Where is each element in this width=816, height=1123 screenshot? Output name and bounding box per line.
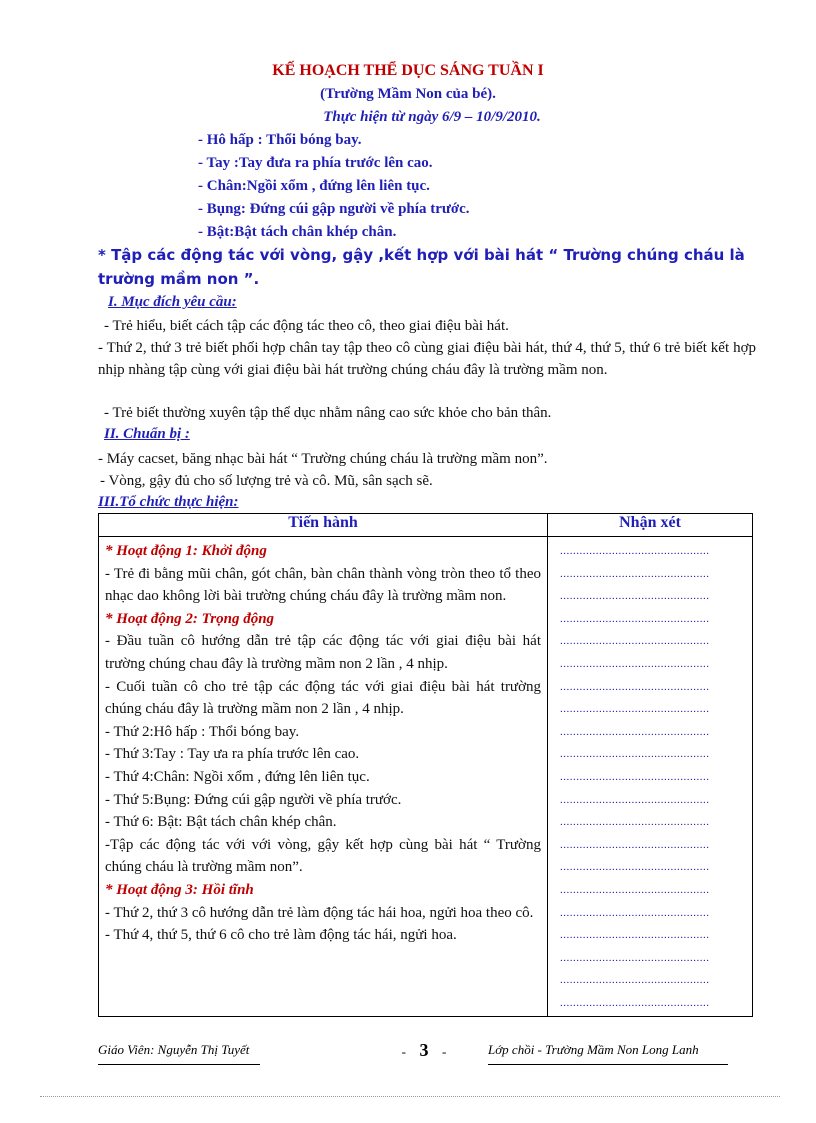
activity-line: - Cuối tuần cô cho trẻ tập các động tác với giai điệu bài hát trường chúng cháu đây là trường mầm non 2 lần , 4 nhịp. [105, 678, 541, 718]
goal-item: - Bụng: Đứng cúi gập người về phía trước. [198, 201, 470, 217]
date-range: Thực hiện từ ngày 6/9 – 10/9/2010. [323, 109, 541, 125]
activity-line: - Thứ 3:Tay : Tay ưa ra phía trước lên cao. [105, 746, 360, 763]
comments-cell [548, 537, 753, 1017]
comment-dotted-line: .............................................. [560, 793, 710, 806]
activity-line: - Thứ 6: Bật: Bật tách chân khép chân. [105, 814, 337, 831]
intro-paragraph: * Tập các động tác với vòng, gậy ,kết hợp với bài hát “ Trường chúng cháu là trường mầm non ”. [98, 246, 745, 288]
comment-dotted-line: .............................................. [560, 635, 710, 648]
comment-dotted-line: .............................................. [560, 725, 710, 738]
comment-dotted-line: .............................................. [560, 703, 710, 716]
goal-item: - Bật:Bật tách chân khép chân. [198, 224, 397, 240]
footer-class-info: Lớp chồi - Trường Mầm Non Long Lanh [488, 1042, 699, 1057]
comment-dotted-line: .............................................. [560, 861, 710, 874]
section-1-item: - Trẻ hiểu, biết cách tập các động tác theo cô, theo giai điệu bài hát. [104, 318, 509, 334]
section-1-item: - Trẻ biết thường xuyên tập thể dục nhằm nâng cao sức khỏe cho bản thân. [104, 405, 552, 421]
column-header-procedure: Tiến hành [99, 514, 548, 537]
comment-dotted-line: .............................................. [560, 906, 710, 919]
comment-dotted-line: .............................................. [560, 816, 710, 829]
page-dash-right: - [442, 1044, 447, 1059]
activity-line: - Thứ 4:Chân: Ngồi xổm , đứng lên liên tục. [105, 768, 370, 785]
section-2-heading: II. Chuẩn bị : [104, 426, 190, 442]
activity-heading: * Hoạt động 1: Khởi động [105, 543, 267, 559]
activity-heading: * Hoạt động 3: Hồi tĩnh [105, 881, 254, 898]
footer-teacher: Giáo Viên: Nguyễn Thị Tuyết [98, 1042, 250, 1057]
comment-dotted-line: .............................................. [560, 612, 710, 625]
comment-dotted-line: .............................................. [560, 929, 710, 942]
footer-underline [98, 1064, 260, 1065]
activity-line: -Tập các động tác với với vòng, gậy kết hợp cùng bài hát “ Trường chúng cháu là trường mầm non”. [105, 836, 541, 876]
goal-item: - Hô hấp : Thổi bóng bay. [198, 132, 362, 148]
goal-item: - Chân:Ngồi xổm , đứng lên liên tục. [198, 178, 430, 194]
page-bottom-rule [40, 1096, 780, 1097]
page-number-box [388, 1040, 460, 1061]
activity-line: - Thứ 2:Hô hấp : Thổi bóng bay. [105, 723, 300, 740]
comment-dotted-line: .............................................. [560, 657, 710, 670]
activity-line: - Thứ 2, thứ 3 cô hướng dẫn trẻ làm động tác hái hoa, ngửi hoa theo cô. [105, 904, 534, 921]
comment-dotted-line: .............................................. [560, 838, 710, 851]
comment-dotted-line: .............................................. [560, 590, 710, 603]
comment-dotted-line: .............................................. [560, 545, 710, 557]
footer-underline [488, 1064, 728, 1065]
comment-dotted-line: .............................................. [560, 974, 710, 987]
activity-line: - Thứ 4, thứ 5, thứ 6 cô cho trẻ làm động tác hái, ngửi hoa. [105, 927, 457, 944]
page-dash-left: - [401, 1044, 406, 1059]
section-2-item: - Vòng, gậy đủ cho số lượng trẻ và cô. Mũ, sân sạch sẽ. [100, 473, 433, 489]
section-1-heading: I. Mục đích yêu cầu: [108, 294, 237, 310]
section-1-item: - Thứ 2, thứ 3 trẻ biết phối hợp chân tay tập theo cô cùng giai điệu bài hát, thứ 4, thứ 5, thứ 6 trẻ biết kết hợp nhịp nhàng tập cùng với giai điệu bài hát trường chúng cháu đây là trường mầm non. [98, 340, 756, 378]
comment-lines [560, 540, 742, 1014]
comment-dotted-line: .............................................. [560, 567, 710, 580]
comment-dotted-line: .............................................. [560, 770, 710, 783]
column-header-comments: Nhận xét [548, 514, 753, 537]
comment-dotted-line: .............................................. [560, 680, 710, 693]
activity-line: - Thứ 5:Bụng: Đứng cúi gập người về phía trước. [105, 791, 402, 808]
page-number: 3 [419, 1040, 429, 1060]
activity-line: - Trẻ đi bằng mũi chân, gót chân, bàn chân thành vòng tròn theo tổ theo nhạc dao không lời bài trường chúng cháu đây là trường mầm non. [105, 565, 541, 605]
section-2-item: - Máy cacset, băng nhạc bài hát “ Trường chúng cháu là trường mầm non”. [98, 451, 548, 467]
activity-table [98, 513, 753, 1017]
comment-dotted-line: .............................................. [560, 883, 710, 896]
procedure-cell [99, 537, 548, 1017]
comment-dotted-line: .............................................. [560, 951, 710, 964]
document-title: KẾ HOẠCH THỂ DỤC SÁNG TUẦN I [272, 62, 544, 79]
comment-dotted-line: .............................................. [560, 748, 710, 761]
section-3-heading: III.Tổ chức thực hiện: [98, 494, 239, 510]
activity-heading: * Hoạt động 2: Trọng động [105, 610, 275, 627]
document-subtitle: (Trường Mầm Non của bé). [320, 86, 496, 102]
goal-item: - Tay :Tay đưa ra phía trước lên cao. [198, 155, 433, 171]
comment-dotted-line: .............................................. [560, 996, 710, 1009]
activity-line: - Đầu tuần cô hướng dẫn trẻ tập các động tác với giai điệu bài hát trường chúng chau đây là trường mầm non 2 lần , 4 nhịp. [105, 633, 541, 672]
